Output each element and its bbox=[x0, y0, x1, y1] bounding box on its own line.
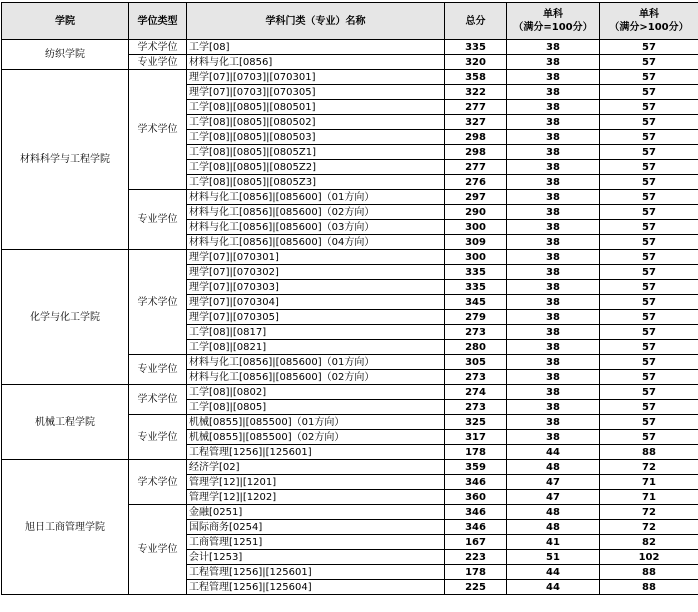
single-score-over100: 57 bbox=[600, 85, 698, 100]
total-score: 358 bbox=[445, 70, 507, 85]
single-score-100: 38 bbox=[507, 265, 600, 280]
total-score: 167 bbox=[445, 535, 507, 550]
subject-name: 工程管理[1256]|[125601] bbox=[187, 445, 445, 460]
total-score: 297 bbox=[445, 190, 507, 205]
single-score-100: 47 bbox=[507, 475, 600, 490]
single-score-100: 38 bbox=[507, 145, 600, 160]
single-score-over100: 71 bbox=[600, 490, 698, 505]
single-score-over100: 57 bbox=[600, 370, 698, 385]
subject-name: 理学[07]|[070301] bbox=[187, 250, 445, 265]
single-score-100: 38 bbox=[507, 70, 600, 85]
total-score: 279 bbox=[445, 310, 507, 325]
single-score-100: 38 bbox=[507, 385, 600, 400]
header-subject: 学科门类（专业）名称 bbox=[187, 3, 445, 40]
subject-name: 工商管理[1251] bbox=[187, 535, 445, 550]
single-score-over100: 57 bbox=[600, 220, 698, 235]
header-single-100 bbox=[507, 3, 600, 40]
single-score-over100: 88 bbox=[600, 580, 698, 595]
subject-name: 材料与化工[0856] bbox=[187, 55, 445, 70]
single-score-over100: 57 bbox=[600, 325, 698, 340]
header-single-over100-sub: （满分>100分） bbox=[602, 21, 696, 34]
subject-name: 材料与化工[0856]|[085600]（02方向） bbox=[187, 370, 445, 385]
single-score-100: 38 bbox=[507, 280, 600, 295]
total-score: 309 bbox=[445, 235, 507, 250]
single-score-100: 38 bbox=[507, 160, 600, 175]
total-score: 346 bbox=[445, 505, 507, 520]
subject-name: 工学[08]|[0805]|[080501] bbox=[187, 100, 445, 115]
single-score-over100: 57 bbox=[600, 190, 698, 205]
single-score-over100: 72 bbox=[600, 520, 698, 535]
total-score: 359 bbox=[445, 460, 507, 475]
header-degree-type: 学位类型 bbox=[129, 3, 187, 40]
single-score-100: 44 bbox=[507, 445, 600, 460]
single-score-100: 48 bbox=[507, 520, 600, 535]
header-single-100-sub: （满分=100分） bbox=[509, 21, 597, 34]
subject-name: 会计[1253] bbox=[187, 550, 445, 565]
subject-name: 理学[07]|[070305] bbox=[187, 310, 445, 325]
single-score-100: 38 bbox=[507, 415, 600, 430]
single-score-100: 41 bbox=[507, 535, 600, 550]
subject-name: 材料与化工[0856]|[085600]（01方向） bbox=[187, 190, 445, 205]
total-score: 300 bbox=[445, 250, 507, 265]
single-score-over100: 57 bbox=[600, 400, 698, 415]
degree-type: 专业学位 bbox=[129, 190, 187, 250]
single-score-100: 38 bbox=[507, 325, 600, 340]
total-score: 290 bbox=[445, 205, 507, 220]
single-score-100: 38 bbox=[507, 355, 600, 370]
single-score-over100: 57 bbox=[600, 40, 698, 55]
total-score: 335 bbox=[445, 265, 507, 280]
subject-name: 工程管理[1256]|[125604] bbox=[187, 580, 445, 595]
subject-name: 管理学[12]|[1202] bbox=[187, 490, 445, 505]
single-score-over100: 72 bbox=[600, 460, 698, 475]
header-college: 学院 bbox=[2, 3, 129, 40]
college-name: 材料科学与工程学院 bbox=[2, 70, 129, 250]
single-score-100: 38 bbox=[507, 250, 600, 265]
degree-type: 学术学位 bbox=[129, 385, 187, 415]
total-score: 360 bbox=[445, 490, 507, 505]
subject-name: 工学[08]|[0817] bbox=[187, 325, 445, 340]
header-single-100-title: 单科 bbox=[509, 8, 597, 21]
single-score-over100: 57 bbox=[600, 280, 698, 295]
degree-type: 专业学位 bbox=[129, 415, 187, 460]
subject-name: 理学[07]|[070303] bbox=[187, 280, 445, 295]
table-row bbox=[2, 460, 698, 475]
table-row bbox=[2, 70, 698, 85]
subject-name: 经济学[02] bbox=[187, 460, 445, 475]
college-name: 机械工程学院 bbox=[2, 385, 129, 460]
subject-name: 材料与化工[0856]|[085600]（03方向） bbox=[187, 220, 445, 235]
single-score-over100: 57 bbox=[600, 100, 698, 115]
subject-name: 理学[07]|[0703]|[070301] bbox=[187, 70, 445, 85]
subject-name: 机械[0855]|[085500]（01方向） bbox=[187, 415, 445, 430]
total-score: 335 bbox=[445, 280, 507, 295]
subject-name: 理学[07]|[070302] bbox=[187, 265, 445, 280]
single-score-100: 38 bbox=[507, 235, 600, 250]
college-name: 旭日工商管理学院 bbox=[2, 460, 129, 595]
degree-type: 专业学位 bbox=[129, 55, 187, 70]
total-score: 346 bbox=[445, 520, 507, 535]
subject-name: 金融[0251] bbox=[187, 505, 445, 520]
total-score: 298 bbox=[445, 130, 507, 145]
degree-type: 学术学位 bbox=[129, 40, 187, 55]
single-score-over100: 57 bbox=[600, 175, 698, 190]
single-score-over100: 57 bbox=[600, 355, 698, 370]
table-row bbox=[2, 385, 698, 400]
single-score-100: 38 bbox=[507, 220, 600, 235]
subject-name: 材料与化工[0856]|[085600]（04方向） bbox=[187, 235, 445, 250]
degree-type: 学术学位 bbox=[129, 250, 187, 355]
single-score-over100: 57 bbox=[600, 250, 698, 265]
total-score: 277 bbox=[445, 100, 507, 115]
single-score-over100: 57 bbox=[600, 385, 698, 400]
single-score-100: 38 bbox=[507, 340, 600, 355]
total-score: 298 bbox=[445, 145, 507, 160]
single-score-100: 38 bbox=[507, 295, 600, 310]
total-score: 223 bbox=[445, 550, 507, 565]
total-score: 322 bbox=[445, 85, 507, 100]
single-score-100: 38 bbox=[507, 100, 600, 115]
single-score-over100: 57 bbox=[600, 145, 698, 160]
college-name: 化学与化工学院 bbox=[2, 250, 129, 385]
degree-type: 专业学位 bbox=[129, 505, 187, 595]
degree-type: 专业学位 bbox=[129, 355, 187, 385]
total-score: 276 bbox=[445, 175, 507, 190]
single-score-over100: 57 bbox=[600, 340, 698, 355]
single-score-over100: 72 bbox=[600, 505, 698, 520]
total-score: 273 bbox=[445, 370, 507, 385]
college-name: 纺织学院 bbox=[2, 40, 129, 70]
total-score: 320 bbox=[445, 55, 507, 70]
table-header bbox=[2, 3, 698, 40]
subject-name: 工学[08]|[0805]|[0805Z1] bbox=[187, 145, 445, 160]
subject-name: 工学[08]|[0805] bbox=[187, 400, 445, 415]
total-score: 225 bbox=[445, 580, 507, 595]
total-score: 346 bbox=[445, 475, 507, 490]
single-score-over100: 82 bbox=[600, 535, 698, 550]
subject-name: 材料与化工[0856]|[085600]（02方向） bbox=[187, 205, 445, 220]
single-score-100: 38 bbox=[507, 400, 600, 415]
table-row bbox=[2, 40, 698, 55]
single-score-100: 38 bbox=[507, 175, 600, 190]
single-score-100: 38 bbox=[507, 310, 600, 325]
header-total: 总分 bbox=[445, 3, 507, 40]
subject-name: 工学[08]|[0821] bbox=[187, 340, 445, 355]
total-score: 345 bbox=[445, 295, 507, 310]
single-score-100: 38 bbox=[507, 115, 600, 130]
single-score-over100: 57 bbox=[600, 265, 698, 280]
single-score-over100: 57 bbox=[600, 310, 698, 325]
subject-name: 国际商务[0254] bbox=[187, 520, 445, 535]
subject-name: 工程管理[1256]|[125601] bbox=[187, 565, 445, 580]
subject-name: 工学[08]|[0805]|[0805Z2] bbox=[187, 160, 445, 175]
total-score: 273 bbox=[445, 400, 507, 415]
subject-name: 工学[08]|[0805]|[080503] bbox=[187, 130, 445, 145]
subject-name: 工学[08]|[0802] bbox=[187, 385, 445, 400]
single-score-over100: 57 bbox=[600, 160, 698, 175]
single-score-over100: 88 bbox=[600, 445, 698, 460]
single-score-over100: 102 bbox=[600, 550, 698, 565]
single-score-over100: 57 bbox=[600, 235, 698, 250]
subject-name: 机械[0855]|[085500]（02方向） bbox=[187, 430, 445, 445]
single-score-100: 38 bbox=[507, 85, 600, 100]
single-score-over100: 57 bbox=[600, 115, 698, 130]
single-score-100: 47 bbox=[507, 490, 600, 505]
degree-type: 学术学位 bbox=[129, 460, 187, 505]
single-score-100: 38 bbox=[507, 190, 600, 205]
single-score-over100: 88 bbox=[600, 565, 698, 580]
total-score: 300 bbox=[445, 220, 507, 235]
table-body bbox=[2, 40, 698, 595]
subject-name: 工学[08]|[0805]|[0805Z3] bbox=[187, 175, 445, 190]
header-single-over100-title: 单科 bbox=[602, 8, 696, 21]
total-score: 317 bbox=[445, 430, 507, 445]
header-single-over100 bbox=[600, 3, 698, 40]
single-score-100: 38 bbox=[507, 205, 600, 220]
total-score: 280 bbox=[445, 340, 507, 355]
single-score-100: 38 bbox=[507, 370, 600, 385]
total-score: 178 bbox=[445, 445, 507, 460]
total-score: 327 bbox=[445, 115, 507, 130]
single-score-over100: 57 bbox=[600, 205, 698, 220]
subject-name: 管理学[12]|[1201] bbox=[187, 475, 445, 490]
single-score-over100: 57 bbox=[600, 55, 698, 70]
single-score-over100: 57 bbox=[600, 130, 698, 145]
score-line-table bbox=[1, 2, 698, 595]
single-score-100: 44 bbox=[507, 565, 600, 580]
total-score: 277 bbox=[445, 160, 507, 175]
total-score: 305 bbox=[445, 355, 507, 370]
single-score-over100: 57 bbox=[600, 415, 698, 430]
single-score-100: 51 bbox=[507, 550, 600, 565]
subject-name: 工学[08]|[0805]|[080502] bbox=[187, 115, 445, 130]
total-score: 178 bbox=[445, 565, 507, 580]
single-score-100: 48 bbox=[507, 460, 600, 475]
total-score: 274 bbox=[445, 385, 507, 400]
single-score-over100: 57 bbox=[600, 295, 698, 310]
single-score-100: 38 bbox=[507, 55, 600, 70]
subject-name: 理学[07]|[0703]|[070305] bbox=[187, 85, 445, 100]
single-score-over100: 57 bbox=[600, 70, 698, 85]
single-score-100: 38 bbox=[507, 130, 600, 145]
total-score: 325 bbox=[445, 415, 507, 430]
single-score-100: 38 bbox=[507, 430, 600, 445]
single-score-100: 44 bbox=[507, 580, 600, 595]
subject-name: 理学[07]|[070304] bbox=[187, 295, 445, 310]
table-row bbox=[2, 250, 698, 265]
total-score: 273 bbox=[445, 325, 507, 340]
single-score-100: 38 bbox=[507, 40, 600, 55]
total-score: 335 bbox=[445, 40, 507, 55]
subject-name: 工学[08] bbox=[187, 40, 445, 55]
single-score-over100: 57 bbox=[600, 430, 698, 445]
subject-name: 材料与化工[0856]|[085600]（01方向） bbox=[187, 355, 445, 370]
single-score-over100: 71 bbox=[600, 475, 698, 490]
degree-type: 学术学位 bbox=[129, 70, 187, 190]
single-score-100: 48 bbox=[507, 505, 600, 520]
